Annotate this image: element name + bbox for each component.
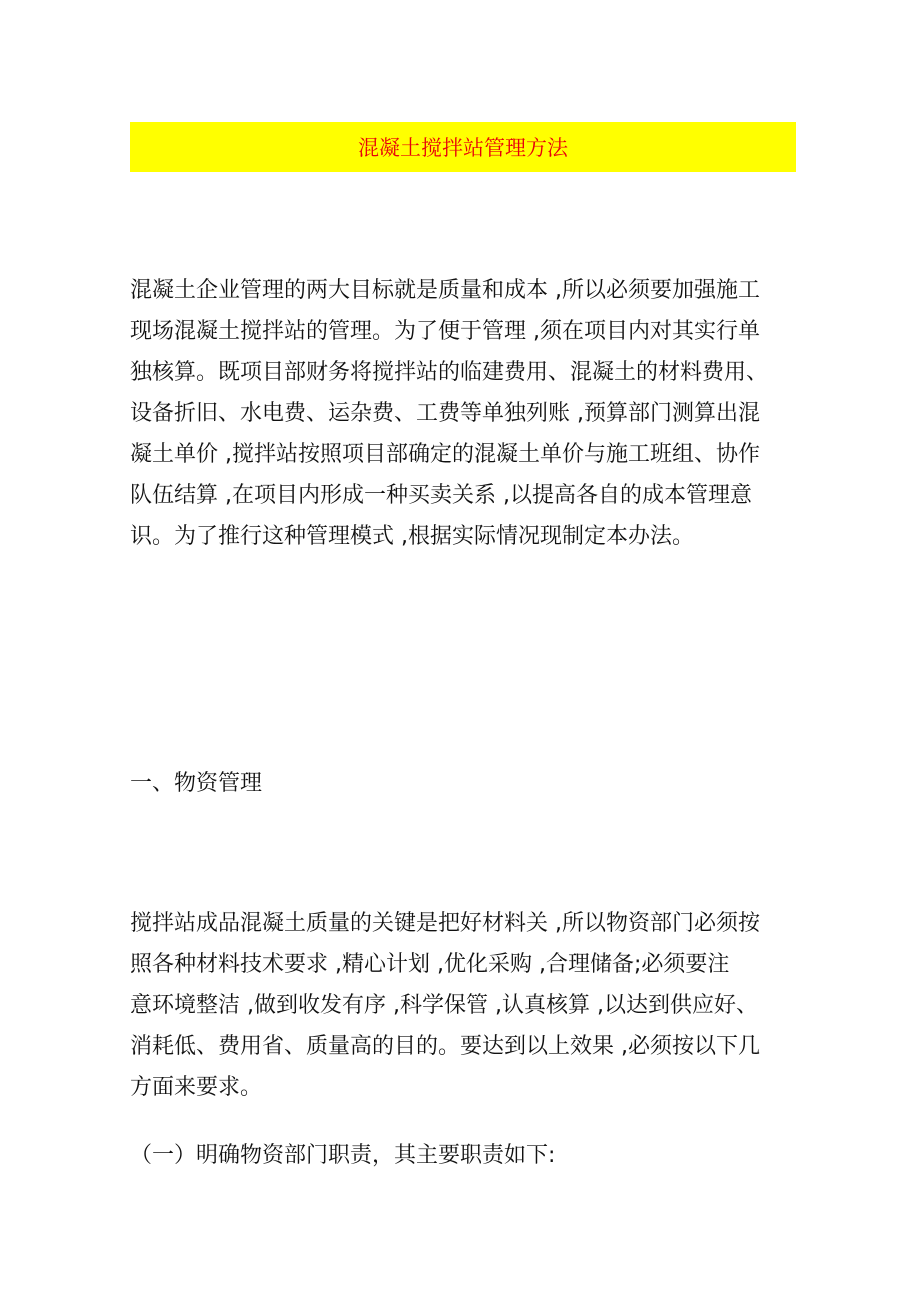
document-title: 混凝土搅拌站管理方法: [358, 136, 568, 160]
paragraph-line: 搅拌站成品混凝土质量的关键是把好材料关 ,所以物资部门必须按: [130, 911, 760, 936]
paragraph-line: 消耗低、费用省、质量高的目的。要达到以上效果 ,必须按以下几: [130, 1034, 760, 1059]
paragraph-line: 意环境整洁 ,做到收发有序 ,科学保管 ,认真核算 ,以达到供应好、: [130, 993, 758, 1018]
title-banner: [130, 122, 796, 172]
materials-paragraph: [130, 903, 800, 1108]
paragraph-line: 识。为了推行这种管理模式 ,根据实际情况现制定本办法。: [130, 524, 694, 549]
paragraph-line: 照各种材料技术要求 ,精心计划 ,优化采购 ,合理储备;必须要注: [130, 952, 730, 977]
paragraph-line: 队伍结算 ,在项目内形成一种买卖关系 ,以提高各自的成本管理意: [130, 483, 752, 508]
section-heading-materials: 一、物资管理: [130, 771, 263, 796]
paragraph-line: 凝土单价 ,搅拌站按照项目部确定的混凝土单价与施工班组、协作: [130, 442, 760, 467]
paragraph-line: 独核算。既项目部财务将搅拌站的临建费用、混凝土的材料费用、: [130, 360, 769, 385]
paragraph-line: 现场混凝土搅拌站的管理。为了便于管理 ,须在项目内对其实行单: [130, 319, 760, 344]
paragraph-line: 方面来要求。: [130, 1075, 263, 1100]
paragraph-line: 设备折旧、水电费、运杂费、工费等单独列账 ,预算部门测算出混: [130, 401, 760, 426]
intro-paragraph: [130, 270, 800, 557]
paragraph-line: 混凝土企业管理的两大目标就是质量和成本 ,所以必须要加强施工: [130, 278, 760, 303]
subheading-duties: （一）明确物资部门职责，其主要职责如下:: [130, 1143, 556, 1168]
